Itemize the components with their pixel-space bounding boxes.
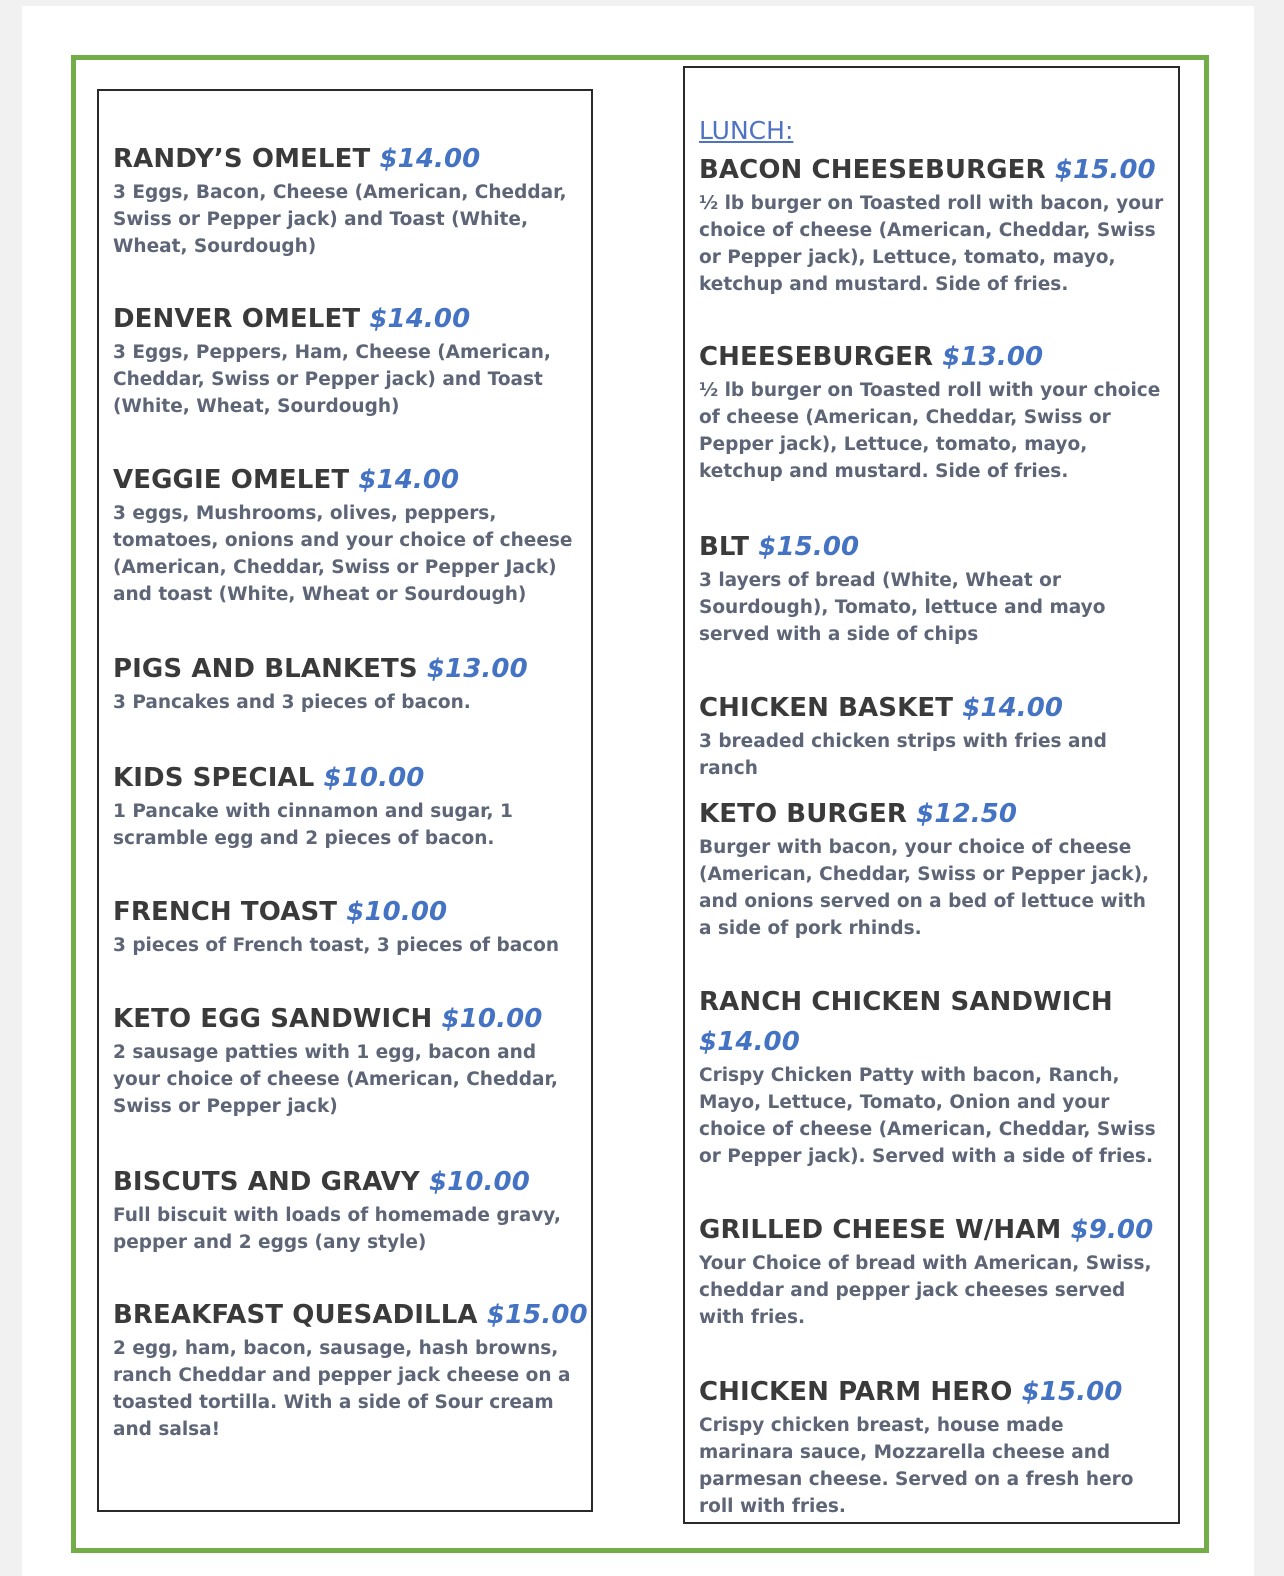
menu-item bbox=[699, 1372, 1164, 1520]
item-title bbox=[113, 1295, 588, 1335]
item-price: $15.00 bbox=[486, 1300, 588, 1330]
item-title bbox=[113, 758, 577, 798]
item-price: $14.00 bbox=[962, 693, 1064, 723]
menu-item bbox=[699, 688, 1164, 794]
item-name: FRENCH TOAST bbox=[113, 897, 338, 927]
menu-item bbox=[699, 794, 1164, 982]
item-title bbox=[113, 999, 577, 1039]
item-price: $14.00 bbox=[358, 465, 460, 495]
item-title bbox=[699, 1210, 1164, 1250]
item-title bbox=[699, 337, 1164, 377]
item-name: BLT bbox=[699, 532, 750, 562]
menu-item bbox=[113, 649, 577, 758]
menu-item bbox=[113, 999, 577, 1162]
section-heading-lunch: LUNCH: bbox=[699, 116, 794, 145]
item-name: BISCUTS AND GRAVY bbox=[113, 1167, 420, 1197]
item-description: 3 pieces of French toast, 3 pieces of bacon bbox=[113, 935, 560, 956]
breakfast-column bbox=[97, 89, 593, 1512]
item-title bbox=[699, 527, 1164, 567]
menu-item bbox=[699, 527, 1164, 688]
item-name: DENVER OMELET bbox=[113, 304, 361, 334]
item-name: BACON CHEESEBURGER bbox=[699, 155, 1046, 185]
item-name: BREAKFAST QUESADILLA bbox=[113, 1300, 478, 1330]
menu-item bbox=[699, 1210, 1164, 1372]
item-price: $14.00 bbox=[379, 144, 481, 174]
item-price: $10.00 bbox=[323, 763, 425, 793]
item-description: ½ lb burger on Toasted roll with your choice of cheese (American, Cheddar, Swiss or Pepper jack), Lettuce, tomato, mayo, ketchup and mustard. Side of fries. bbox=[699, 380, 1161, 482]
item-title bbox=[113, 892, 577, 932]
item-price: $13.00 bbox=[942, 342, 1044, 372]
item-description: Crispy Chicken Patty with bacon, Ranch, Mayo, Lettuce, Tomato, Onion and your choice of cheese (American, Cheddar, Swiss or Pepper jack). Served with a side of fries. bbox=[699, 1065, 1156, 1167]
item-name: CHICKEN PARM HERO bbox=[699, 1377, 1013, 1407]
item-description: Burger with bacon, your choice of cheese (American, Cheddar, Swiss or Pepper jack), and onions served on a bed of lettuce with a side of pork rhinds. bbox=[699, 837, 1150, 939]
item-name: PIGS AND BLANKETS bbox=[113, 654, 418, 684]
item-price: $12.50 bbox=[916, 799, 1018, 829]
item-price: $15.00 bbox=[1021, 1377, 1123, 1407]
item-price: $10.00 bbox=[428, 1167, 530, 1197]
item-title bbox=[699, 688, 1164, 728]
item-name: GRILLED CHEESE W/HAM bbox=[699, 1215, 1062, 1245]
lunch-column bbox=[683, 66, 1180, 1524]
item-title bbox=[113, 460, 577, 500]
item-name: KETO BURGER bbox=[699, 799, 907, 829]
menu-item bbox=[699, 982, 1164, 1210]
item-price: $9.00 bbox=[1070, 1215, 1154, 1245]
item-title bbox=[113, 139, 577, 179]
item-description: Full biscuit with loads of homemade gravy, pepper and 2 eggs (any style) bbox=[113, 1205, 561, 1253]
item-description: Your Choice of bread with American, Swiss, cheddar and pepper jack cheeses served with fries. bbox=[699, 1253, 1152, 1328]
item-title bbox=[113, 1162, 577, 1202]
menu-item bbox=[699, 150, 1164, 337]
item-description: 3 Eggs, Bacon, Cheese (American, Cheddar, Swiss or Pepper jack) and Toast (White, Wheat, Sourdough) bbox=[113, 182, 567, 257]
item-title bbox=[699, 982, 1164, 1062]
item-title bbox=[699, 150, 1164, 190]
item-title bbox=[699, 794, 1164, 834]
item-description: 3 breaded chicken strips with fries and ranch bbox=[699, 731, 1107, 779]
item-name: KIDS SPECIAL bbox=[113, 763, 315, 793]
item-price: $15.00 bbox=[1054, 155, 1156, 185]
item-description: 3 Eggs, Peppers, Ham, Cheese (American, Cheddar, Swiss or Pepper jack) and Toast (White, Wheat, Sourdough) bbox=[113, 342, 551, 417]
item-price: $10.00 bbox=[346, 897, 448, 927]
item-price: $13.00 bbox=[426, 654, 528, 684]
menu-item bbox=[699, 337, 1164, 527]
item-description: 1 Pancake with cinnamon and sugar, 1 scramble egg and 2 pieces of bacon. bbox=[113, 801, 513, 849]
item-description: Crispy chicken breast, house made marinara sauce, Mozzarella cheese and parmesan cheese. Served on a fresh hero roll with fries. bbox=[699, 1415, 1134, 1517]
item-price: $14.00 bbox=[369, 304, 471, 334]
item-description: 3 Pancakes and 3 pieces of bacon. bbox=[113, 692, 471, 713]
menu-item bbox=[113, 460, 577, 649]
item-description: ½ lb burger on Toasted roll with bacon, your choice of cheese (American, Cheddar, Swiss or Pepper jack), Lettuce, tomato, mayo, ketchup and mustard. Side of fries. bbox=[699, 193, 1164, 295]
item-price: $15.00 bbox=[758, 532, 860, 562]
item-description: 2 egg, ham, bacon, sausage, hash browns, ranch Cheddar and pepper jack cheese on a toasted tortilla. With a side of Sour cream and salsa! bbox=[113, 1338, 571, 1440]
item-name: CHICKEN BASKET bbox=[699, 693, 954, 723]
item-title bbox=[113, 299, 577, 339]
item-price: $14.00 bbox=[699, 1027, 800, 1057]
item-description: 3 eggs, Mushrooms, olives, peppers, tomatoes, onions and your choice of cheese (American, Cheddar, Swiss or Pepper Jack) and toast (White, Wheat or Sourdough) bbox=[113, 503, 573, 605]
item-description: 3 layers of bread (White, Wheat or Sourdough), Tomato, lettuce and mayo served with a side of chips bbox=[699, 570, 1106, 645]
menu-item bbox=[113, 139, 577, 299]
menu-item bbox=[113, 299, 577, 460]
item-name: VEGGIE OMELET bbox=[113, 465, 350, 495]
item-description: 2 sausage patties with 1 egg, bacon and your choice of cheese (American, Cheddar, Swiss or Pepper jack) bbox=[113, 1042, 558, 1117]
item-name: RANCH CHICKEN SANDWICH bbox=[699, 987, 1113, 1017]
menu-item bbox=[113, 1295, 588, 1443]
menu-item bbox=[113, 892, 577, 999]
item-price: $10.00 bbox=[441, 1004, 543, 1034]
item-title bbox=[699, 1372, 1164, 1412]
item-title bbox=[113, 649, 577, 689]
menu-item bbox=[113, 1162, 577, 1295]
item-name: RANDY’S OMELET bbox=[113, 144, 371, 174]
item-name: CHEESEBURGER bbox=[699, 342, 934, 372]
menu-item bbox=[113, 758, 577, 892]
item-name: KETO EGG SANDWICH bbox=[113, 1004, 433, 1034]
